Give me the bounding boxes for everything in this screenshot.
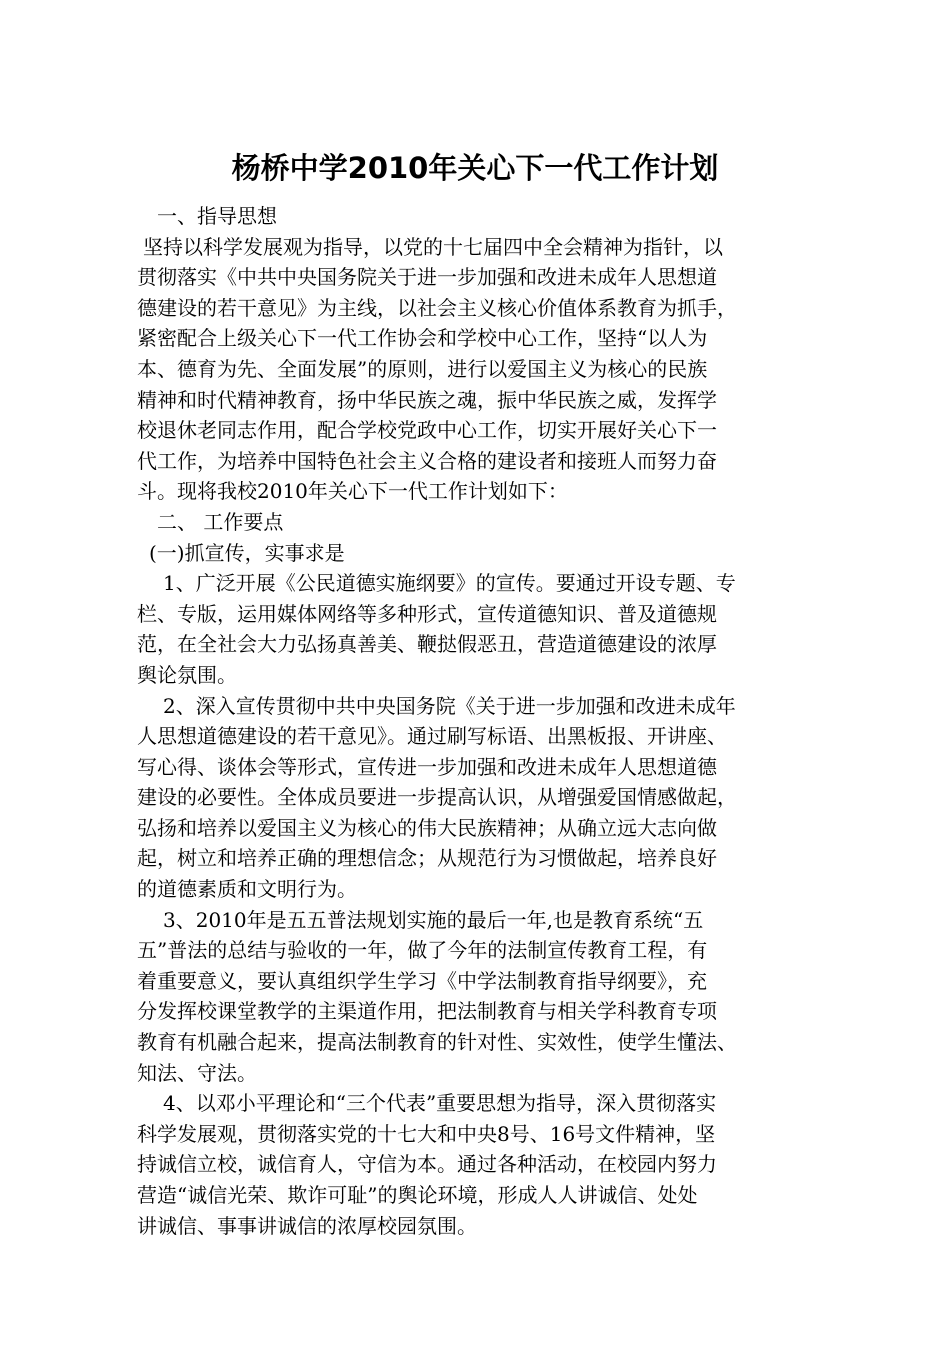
document-title: 杨桥中学2010年关心下一代工作计划 xyxy=(231,151,719,185)
paragraph-line: 1、广泛开展《公民道德实施纲要》的宣传。要通过开设专题、专 xyxy=(163,571,736,596)
paragraph-line: 分发挥校课堂教学的主渠道作用，把法制教育与相关学科教育专项 xyxy=(137,999,717,1024)
paragraph-line: 栏、专版，运用媒体网络等多种形式，宣传道德知识、普及道德规 xyxy=(137,601,717,626)
paragraph-line: 科学发展观，贯彻落实党的十七大和中央8号、16号文件精神，坚 xyxy=(137,1121,716,1146)
paragraph-line: 弘扬和培养以爱国主义为核心的伟大民族精神；从确立远大志向做 xyxy=(137,815,717,840)
paragraph-line: 代工作，为培养中国特色社会主义合格的建设者和接班人而努力奋 xyxy=(137,448,717,473)
paragraph-line: 4、以邓小平理论和“三个代表”重要思想为指导，深入贯彻落实 xyxy=(163,1091,717,1116)
paragraph-line: 持诚信立校，诚信育人，守信为本。通过各种活动，在校园内努力 xyxy=(137,1152,717,1177)
section-heading-2: 二、 工作要点 xyxy=(157,509,284,534)
paragraph-line: 校退休老同志作用，配合学校党政中心工作，切实开展好关心下一 xyxy=(137,418,717,443)
paragraph-line: 德建设的若干意见》为主线，以社会主义核心价值体系教育为抓手， xyxy=(137,295,737,320)
paragraph-line: 2、深入宣传贯彻中共中央国务院《关于进一步加强和改进未成年 xyxy=(163,693,736,718)
paragraph-line: 贯彻落实《中共中央国务院关于进一步加强和改进未成年人思想道 xyxy=(137,265,717,290)
paragraph-line: 斗。现将我校2010年关心下一代工作计划如下： xyxy=(137,479,568,504)
paragraph-line: 舆论氛围。 xyxy=(137,662,237,687)
paragraph-line: 写心得、谈体会等形式，宣传进一步加强和改进未成年人思想道德 xyxy=(137,754,717,779)
paragraph-line: 坚持以科学发展观为指导，以党的十七届四中全会精神为指针，以 xyxy=(143,234,723,259)
paragraph-line: 范，在全社会大力弘扬真善美、鞭挞假恶丑，营造道德建设的浓厚 xyxy=(137,632,717,657)
paragraph-line: 五”普法的总结与验收的一年，做了今年的法制宣传教育工程，有 xyxy=(137,938,708,963)
paragraph-line: 本、德育为先、全面发展”的原则，进行以爱国主义为核心的民族 xyxy=(137,356,708,381)
paragraph-line: 精神和时代精神教育，扬中华民族之魂，振中华民族之威，发挥学 xyxy=(137,387,717,412)
paragraph-line: 营造“诚信光荣、欺诈可耻”的舆论环境，形成人人讲诚信、处处 xyxy=(137,1183,698,1207)
paragraph-line: 讲诚信、事事讲诚信的浓厚校园氛围。 xyxy=(137,1213,477,1238)
paragraph-line: 着重要意义，要认真组织学生学习《中学法制教育指导纲要》，充 xyxy=(137,968,707,993)
subsection-heading: (一)抓宣传，实事求是 xyxy=(149,540,345,565)
document-body xyxy=(137,201,817,1241)
paragraph-line: 教育有机融合起来，提高法制教育的针对性、实效性，使学生懂法、 xyxy=(137,1030,737,1055)
paragraph-line: 紧密配合上级关心下一代工作协会和学校中心工作，坚持“以人为 xyxy=(137,326,708,351)
paragraph-line: 人思想道德建设的若干意见》。通过刷写标语、出黑板报、开讲座、 xyxy=(137,724,727,749)
section-heading-1: 一、指导思想 xyxy=(157,204,277,228)
paragraph-line: 起，树立和培养正确的理想信念；从规范行为习惯做起，培养良好 xyxy=(137,846,717,871)
paragraph-line: 3、2010年是五五普法规划实施的最后一年,也是教育系统“五 xyxy=(163,907,704,932)
paragraph-line: 的道德素质和文明行为。 xyxy=(137,877,357,902)
paragraph-line: 建设的必要性。全体成员要进一步提高认识，从增强爱国情感做起， xyxy=(137,785,737,810)
paragraph-line: 知法、守法。 xyxy=(137,1060,257,1085)
